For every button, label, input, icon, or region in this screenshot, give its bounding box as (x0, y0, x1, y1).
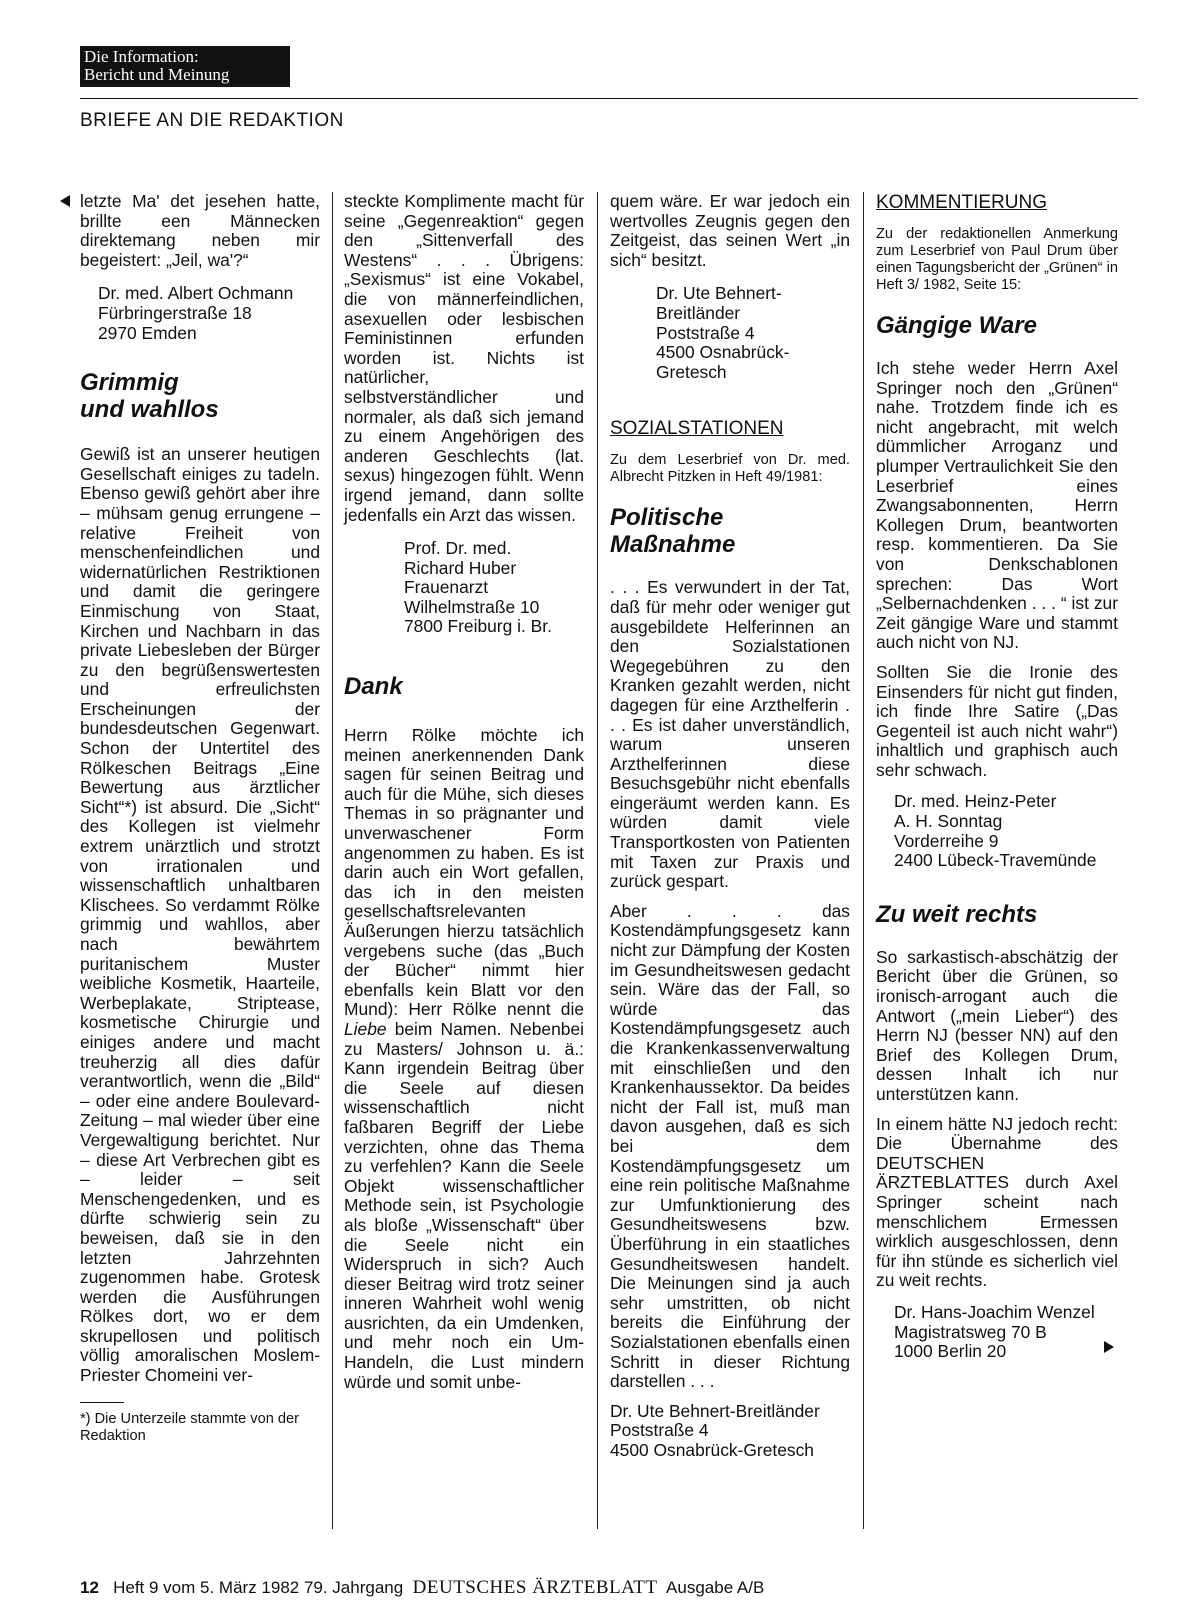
footnote-rule (80, 1402, 124, 1403)
edition: Ausgabe A/B (666, 1578, 765, 1597)
signature-line: 7800 Freiburg i. Br. (404, 616, 552, 637)
letter-body: So sarkastisch-abschätzig der Bericht über die Grünen, so ironisch-arrogant auch die Antwort („mein Lieber“) des Herrn NJ (besser NN) auf den Brief des Kollegen Drum, dessen Inhalt ich nur unterstützen kann. (876, 946, 1118, 1104)
letter-signature (656, 284, 850, 382)
letter-intro: Zu dem Leserbrief von Dr. med. Albrecht Pitzken in Heft 49/1981: (610, 452, 850, 486)
rubric-line-2: Bericht und Meinung (84, 65, 230, 84)
signature-line: Dr. med. Heinz-Peter (894, 791, 1057, 812)
letter-signature (894, 1303, 1118, 1362)
page-number: 12 (80, 1578, 99, 1597)
page-footer (80, 1577, 764, 1599)
rubric-line-1: Die Information: (84, 47, 199, 66)
letter-signature (404, 539, 584, 637)
section-title: BRIEFE AN DIE REDAKTION (80, 110, 344, 131)
text-run: beim Namen. Nebenbei zu Masters/ Johnson u. ä.: Kann irgendein Beitrag über die Seele auf diesen wissenschaftlich nicht faßbaren Begriff der Liebe verzichten, ohne das Thema zu verfehlen? Kann die Seele Objekt wissenschaftlicher Methode sein, ist Psychologie als bloße „Wissenschaft“ über die Seele nicht ein Widerspruch in sich? Auch dieser Beitrag wird trotz seiner inneren Wahrheit wohl wenig ausrichten, da ein Umdenken, und mehr noch ein Um-Handeln, die Lust mindern würde und somit unbe- (344, 1018, 584, 1392)
letter-intro: Zu der redaktionellen Anmerkung zum Leserbrief von Paul Drum über einen Tagungsbericht der „Grünen“ in Heft 3/ 1982, Seite 15: (876, 226, 1118, 293)
letter-body: Gewiß ist an unserer heutigen Gesellschaft einiges zu tadeln. Ebenso gewiß gehört aber ihre – mühsam genug errungene – relative Freiheit von menschenfeindlichen und widernatürlichen Restriktionen und damit die geringere Einmischung von Staat, Kirchen und Nachbarn in das private Liebesleben der Bürger zu den begrüßenswertesten und erfreulichsten Erscheinungen der bundesdeutschen Gegenwart. Schon der Untertitel des Rölkeschen Beitrags „Eine Bewertung aus ärztlicher Sicht“*) ist absurd. Die „Sicht“ des Kollegen ist vielmehr extrem unärztlich und strotzt von irrationalen und wissenschaftlich unhaltbaren Klischees. So verdammt Rölke grimmig und wahllos, aber nach bewährtem puritanischem Muster weibliche Kosmetik, Haarteile, Werbeplakate, Striptease, kosmetische Chirurgie und einiges andere und macht treuherzig all dies dafür verantwortlich, wenn die „Bild“ – oder eine andere Boulevard-Zeitung – mal wieder über eine Vergewaltigung berichtet. Nur – diese Art Verbrechen gibt es – leider – seit Menschengedenken, und es dürfte schwierig sein zu beweisen, daß sie in den letzten Jahrzehnten zugenommen habe. Grotesk werden die Ausführungen Rölkes dort, wo er dem skrupellosen und politisch völlig amoralischen Moslem-Priester Chomeini ver- (80, 444, 320, 1386)
signature-line: Dr. Ute Behnert-Breitländer (610, 1400, 820, 1421)
signature-line: Prof. Dr. med. (404, 538, 512, 559)
letter-body: Sollten Sie die Ironie des Einsenders für nicht gut finden, ich finde Ihre Satire („Das Gegenteil ist auch nicht wahr“) inhaltlich und graphisch auch sehr schwach. (876, 661, 1118, 780)
letter-headline (80, 369, 320, 423)
footnote: *) Die Unterzeile stammte von der Redaktion (80, 1410, 299, 1444)
header-rule (80, 98, 1138, 99)
letter-headline: Zu weit rechts (876, 900, 1038, 928)
column-4 (876, 192, 1118, 1362)
signature-line: Dr. Ute Behnert-Breitländer (656, 283, 782, 323)
signature-line: Poststraße 4 (656, 322, 755, 343)
letter-signature (894, 792, 1118, 870)
signature-line: 4500 Osnabrück-Gretesch (610, 1439, 814, 1460)
rubric-badge (80, 46, 290, 87)
letter-text: letzte Ma' det jesehen hatte, brillte een Männecken direktemang neben mir begeistert: „Jeil, wa'?“ (80, 191, 320, 270)
signature-line: Richard Huber (404, 557, 517, 578)
letter-continuation (80, 192, 320, 270)
letter-body: In einem hätte NJ jedoch recht: Die Übernahme des DEUTSCHEN ÄRZTEBLATTES durch Axel Springer scheint nach menschlichem Ermessen wirklich ausgeschlossen, denn für ihn stünde es sicherlich viel zu weit rechts. (876, 1113, 1118, 1291)
signature-line: 4500 Osnabrück-Gretesch (656, 342, 790, 382)
letter-body (344, 726, 584, 1392)
signature-line: Poststraße 4 (610, 1420, 709, 1441)
headline-line: Politische (610, 504, 724, 532)
column-1 (80, 192, 320, 1445)
column-divider (863, 192, 864, 1529)
signature-line: A. H. Sonntag (894, 811, 1003, 832)
column-divider (597, 192, 598, 1529)
signature-line: 1000 Berlin 20 (894, 1341, 1007, 1362)
column-2 (344, 192, 584, 1392)
letter-headline: Gängige Ware (876, 312, 1037, 339)
topic-kicker: SOZIALSTATIONEN (610, 418, 784, 440)
signature-line: Wilhelmstraße 10 (404, 596, 540, 617)
headline-line: Maßnahme (610, 531, 736, 559)
signature-line: Vorderreihe 9 (894, 830, 999, 851)
letter-headline: Dank (344, 673, 403, 701)
issue-info: Heft 9 vom 5. März 1982 79. Jahrgang (113, 1578, 404, 1597)
letter-body: Aber . . . das Kostendämpfungsgesetz kann nicht zur Dämpfung der Kosten im Gesundheitswesen gedacht sein. Wäre das der Fall, so würde das Kostendämpfungsgesetz auch die Krankenkassenverwaltung mit einschließen und den Krankenhaussektor. Da beides nicht der Fall ist, muß man davon ausgehen, daß es sich bei dem Kostendämpfungsgesetz um eine rein politische Maßnahme zur Umfunktionierung des Gesundheitswesens bzw. Überführung in ein staatliches Gesundheitswesen handelt. Die Meinungen sind ja auch sehr umstritten, ob nicht bereits die Einführung der Sozialstationen ebenfalls einen Schritt in dieser Richtung darstellen . . . (610, 900, 850, 1392)
signature-line: Dr. Hans-Joachim Wenzel (894, 1301, 1095, 1322)
text-run: Herrn Rölke möchte ich meinen anerkennenden Dank sagen für seinen Beitrag und auch für die Mühe, sich dieses Themas in so prägnanter und unverwaschener Form angenommen zu haben. Es ist darin auch ein Wort gefallen, das ich in den meisten gesellschaftsrelevanten Äußerungen hierzu tatsächlich vergebens suche (das „Buch der Bücher“ nimmt hier ebenfalls kein Blatt vor den Mund): Herr Rölke nennt die (344, 725, 584, 1020)
letter-signature (98, 284, 320, 343)
letter-body: quem wäre. Er war jedoch ein wertvolles Zeugnis gegen den Zeitgeist, das seinen Wert „in sich“ besitzt. (610, 191, 850, 270)
letter-signature (610, 1402, 850, 1461)
headline-line: und wahllos (80, 396, 219, 424)
emphasis: Liebe (344, 1018, 387, 1039)
letter-body: Ich stehe weder Herrn Axel Springer noch den „Grünen“ nahe. Trotzdem finde ich es nicht angebracht, mit welch dümmlicher Arroganz und plumper Vertraulichkeit Sie den Leserbrief eines Zwangsabonnenten, Herrn Kollegen Drum, beantworten resp. kommentieren. Da Sie von Denkschablonen sprechen: Das Wort „Selbernachdenken . . . “ ist zur Zeit gängige Ware und stammt auch nicht von NJ. (876, 358, 1118, 653)
continued-from-arrow-icon (60, 192, 74, 212)
letter-headline (610, 504, 850, 558)
signature-line: Frauenarzt (404, 577, 489, 598)
signature-line: Dr. med. Albert Ochmann (98, 283, 294, 304)
letter-body: . . . Es verwundert in der Tat, daß für mehr oder weniger gut ausgebildete Helferinnen an den Sozialstationen Wegegebühren zu den Kranken gezahlt werden, nicht dagegen für eine Arzthelferin . . . Es ist daher unverständlich, warum unseren Arzthelferinnen diese Besuchsgebühr nicht ebenfalls eingeräumt werden kann. Es würden damit viele Transportkosten von Patienten mit Taxen zur Praxis und zurück gespart. (610, 577, 850, 892)
column-3 (610, 192, 850, 1460)
continued-on-next-page-arrow-icon (1104, 1338, 1114, 1358)
signature-line: Fürbringerstraße 18 (98, 302, 252, 323)
topic-kicker: KOMMENTIERUNG (876, 192, 1047, 213)
headline-line: Grimmig (80, 369, 179, 397)
column-divider (332, 192, 333, 1529)
signature-line: 2400 Lübeck-Travemünde (894, 850, 1097, 871)
journal-name: DEUTSCHES ÄRZTEBLATT (412, 1577, 658, 1598)
letter-body: steckte Komplimente macht für seine „Gegenreaktion“ gegen den „Sittenverfall des Westens“ . . . Übrigens: „Sexismus“ ist eine Vokabel, die von männerfeindlichen, asexuellen oder lesbischen Feministinnen erfunden worden ist. Nichts ist natürlicher, selbstverständlicher und normaler, als daß sich jemand zu einem Angehörigen des anderen Geschlechts (lat. sexus) hingezogen fühlt. Wenn irgend jemand, dann sollte jedenfalls ein Arzt das wissen. (344, 191, 584, 525)
signature-line: 2970 Emden (98, 322, 197, 343)
signature-line: Magistratsweg 70 B (894, 1321, 1047, 1342)
